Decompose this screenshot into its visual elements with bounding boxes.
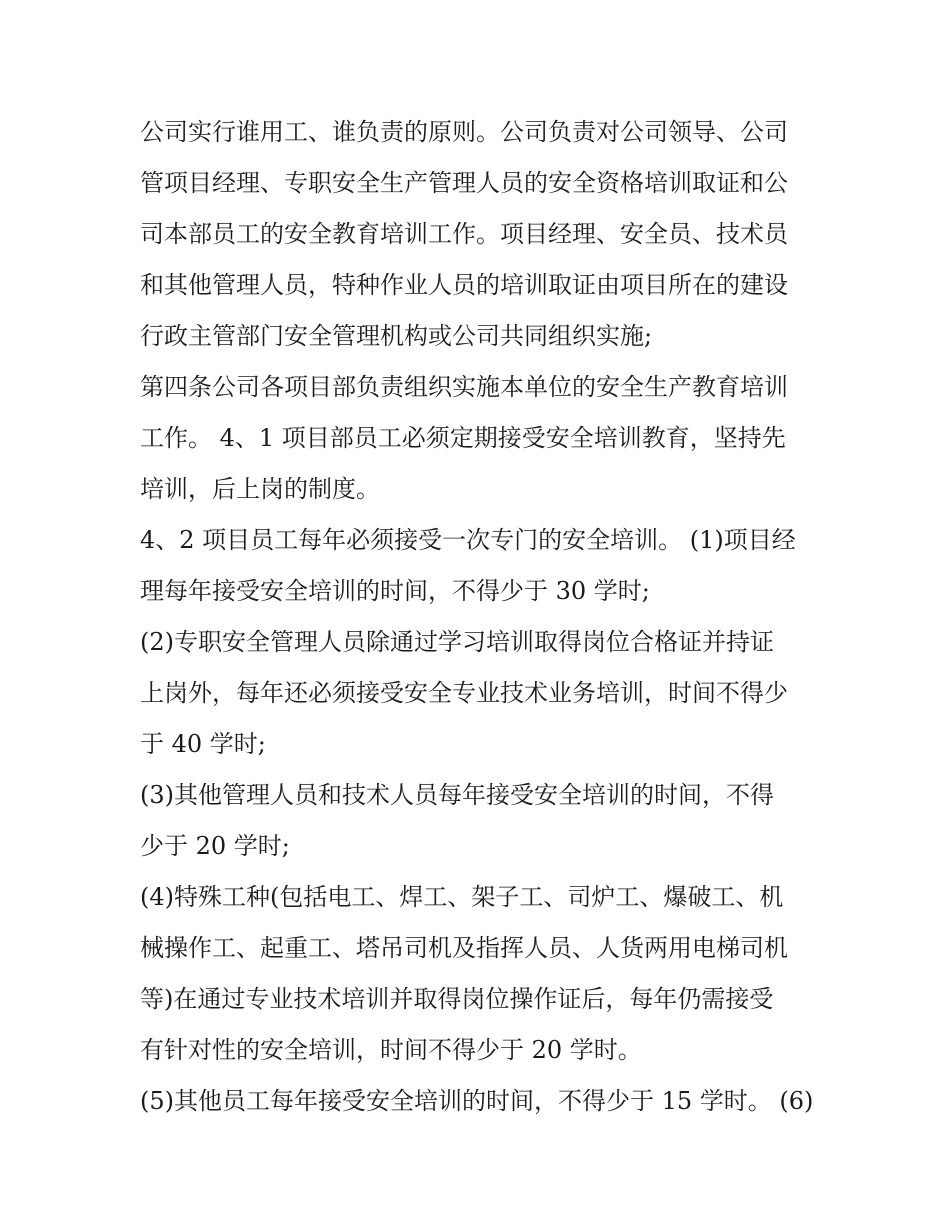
text-line: (4)特殊工种(包括电工、焊工、架子工、司炉工、爆破工、机 [140,883,784,911]
text-line: 公司实行谁用工、谁负责的原则。公司负责对公司领导、公司 [140,118,788,146]
document-body [140,107,816,1127]
text-line: 有针对性的安全培训，时间不得少于 20 学时。 [140,1036,642,1064]
text-line: 上岗外，每年还必须接受安全专业技术业务培训，时间不得少 [140,679,788,707]
text-line: (5)其他员工每年接受安全培训的时间，不得少于 15 学时。 (6) [140,1087,814,1115]
text-line: 等)在通过专业技术培训并取得岗位操作证后，每年仍需接受 [140,985,774,1013]
text-line: (3)其他管理人员和技术人员每年接受安全培训的时间，不得 [140,781,774,809]
text-line: 第四条公司各项目部负责组织实施本单位的安全生产教育培训 [140,373,788,401]
text-line: 械操作工、起重工、塔吊司机及指挥人员、人货两用电梯司机 [140,934,788,962]
text-line: 和其他管理人员，特种作业人员的培训取证由项目所在的建设 [140,271,788,299]
text-line: 4、2 项目员工每年必须接受一次专门的安全培训。 (1)项目经 [140,526,796,554]
text-line: (2)专职安全管理人员除通过学习培训取得岗位合格证并持证 [140,628,774,656]
text-line: 理每年接受安全培训的时间，不得少于 30 学时; [140,577,650,605]
text-line: 少于 20 学时; [140,832,290,860]
text-line: 司本部员工的安全教育培训工作。项目经理、安全员、技术员 [140,220,788,248]
text-line: 行政主管部门安全管理机构或公司共同组织实施; [140,322,653,350]
text-line: 工作。 4、1 项目部员工必须定期接受安全培训教育，坚持先 [140,424,786,452]
text-line: 培训，后上岗的制度。 [140,475,380,503]
text-line: 于 40 学时; [140,730,266,758]
text-line: 管项目经理、专职安全生产管理人员的安全资格培训取证和公 [140,169,788,197]
